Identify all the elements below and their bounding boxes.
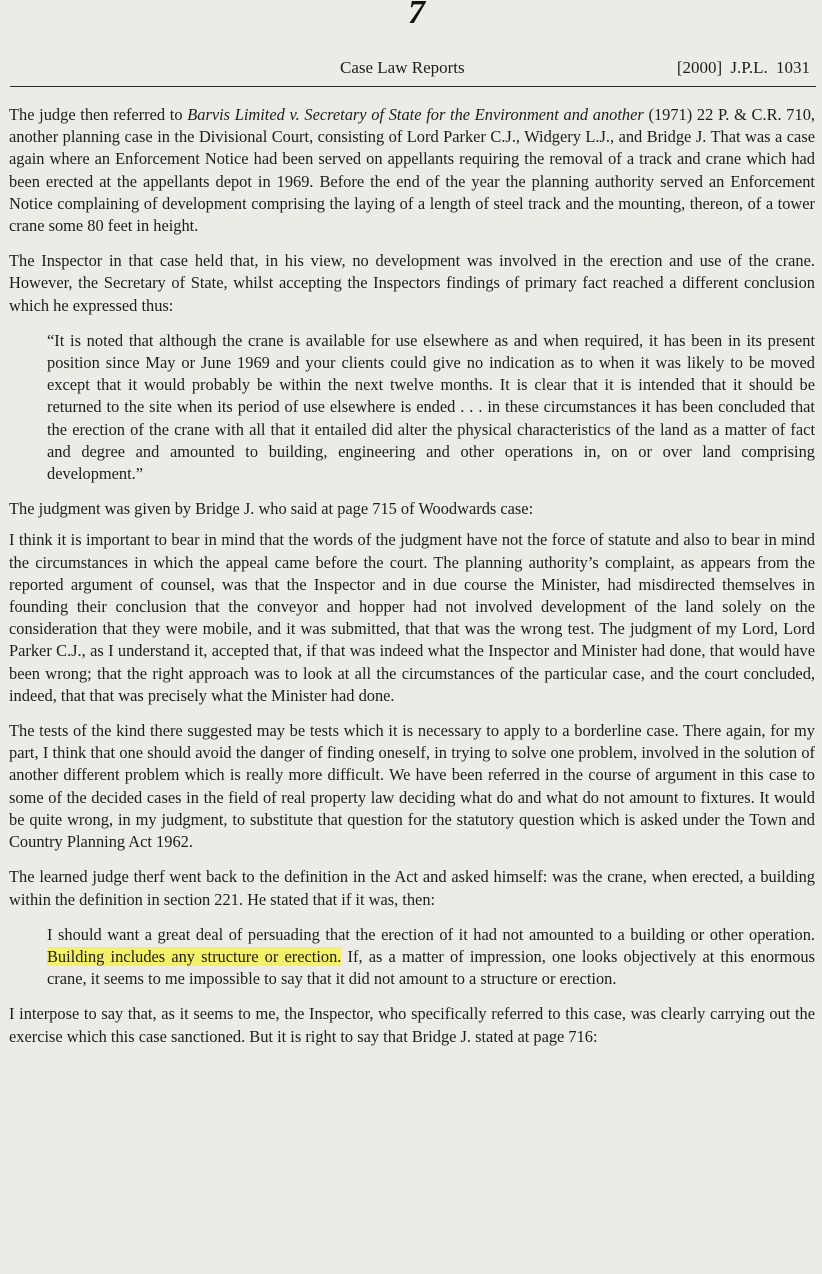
report-title: Case Law Reports bbox=[340, 58, 465, 77]
paragraph-barvis bbox=[9, 104, 815, 237]
document-body bbox=[9, 104, 815, 1061]
page-mark: 7 bbox=[408, 0, 425, 31]
paragraph-definition: The learned judge therf went back to the definition in the Act and asked himself: was the crane, when erected, a building within the definition in section 221. He stated that if it was, then: bbox=[9, 867, 815, 909]
running-header bbox=[10, 58, 816, 87]
quote-bridge-j-2: The tests of the kind there suggested may be tests which it is necessary to apply to a borderline case. There again, for my part, I think that one should avoid the danger of finding oneself, in trying to solve one problem, involved in the solution of another different problem which is really more difficult. We have been referred in the course of argument in this case to some of the decided cases in the field of real property law deciding what do and what do not amount to fixtures. It would be quite wrong, in my judgment, to substitute that question for the statutory question which is asked under the Town and Country Planning Act 1962. bbox=[9, 721, 815, 852]
paragraph-text: (1971) 22 P. & C.R. 710, another planning case in the Divisional Court, consisting of Lord Parker C.J., Widgery L.J., and Bridge J. That was a case again where an Enforcement Notice had been served on appellants requiring the removal of a track and crane which had been erected at the appellants depot in 1969. Before the end of the year the planning authority served an Enforcement Notice complaining of development comprising the laying of a length of steel track and the mounting, thereon, of a tower crane some 80 feet in height. bbox=[9, 105, 815, 236]
case-name: Barvis Limited v. Secretary of State for the Environment and another bbox=[187, 105, 644, 124]
paragraph-text: The judge then referred to bbox=[9, 105, 188, 124]
paragraph-interpose: I interpose to say that, as it seems to me, the Inspector, who specifically referred to this case, was clearly carrying out the exercise which this case sanctioned. But it is right to say that Bridge J. stated at page 716: bbox=[9, 1004, 815, 1046]
quote-bridge-j-1: I think it is important to bear in mind that the words of the judgment have not the force of statute and also to bear in mind the circumstances in which the appeal came before the court. The planning authority’s complaint, as appears from the reported argument of counsel, was that the Inspector and in due course the Minister, had misdirected themselves in founding their conclusion that the conveyor and hopper had not involved development of the land solely on the consideration that they were mobile, and it was submitted, that that was the wrong test. The judgment of my Lord, Lord Parker C.J., as I understand it, accepted that, if that was indeed what the Inspector and Minister had done, that would have been wrong; that the right approach was to look at all the circumstances of the particular case, and the court concluded, indeed, that that was precisely what the Minister had done. bbox=[9, 530, 815, 705]
citation bbox=[677, 58, 810, 78]
highlighted-text: Building includes any structure or erection. bbox=[47, 946, 342, 966]
quote-text: I should want a great deal of persuading that the erection of it had not amounted to a building or other operation. bbox=[47, 924, 815, 944]
paragraph-judgment-given: The judgment was given by Bridge J. who said at page 715 of Woodwards case: bbox=[9, 499, 534, 519]
page-number: 1031 bbox=[776, 58, 810, 77]
paragraph-inspector: The Inspector in that case held that, in his view, no development was involved in the erection and use of the crane. However, the Secretary of State, whilst accepting the Inspectors findings of primary fact reached a different conclusion which he expressed thus: bbox=[9, 251, 815, 315]
quote-building-definition bbox=[47, 924, 815, 991]
quote-secretary-of-state: “It is noted that although the crane is available for use elsewhere as and when required, it has been in its present position since May or June 1969 and your clients could give no indication as to when it was likely to be moved except that it would probably be within the next twelve months. It is clear that it is intended that it should be returned to the site when its period of use elsewhere is ended . . . in these circumstances it has been concluded that the erection of the crane with all that it entailed did alter the physical characteristics of the land as a matter of fact and degree and amounted to building, engineering and other operations in, on or over land comprising development.” bbox=[47, 330, 815, 484]
journal-citation: [2000] J.P.L. bbox=[676, 58, 768, 77]
quote-text: If, as a matter of impression, one looks objectively at this enormous crane, it seems to me impossible to say that it did not amount to a structure or erection. bbox=[47, 946, 816, 989]
